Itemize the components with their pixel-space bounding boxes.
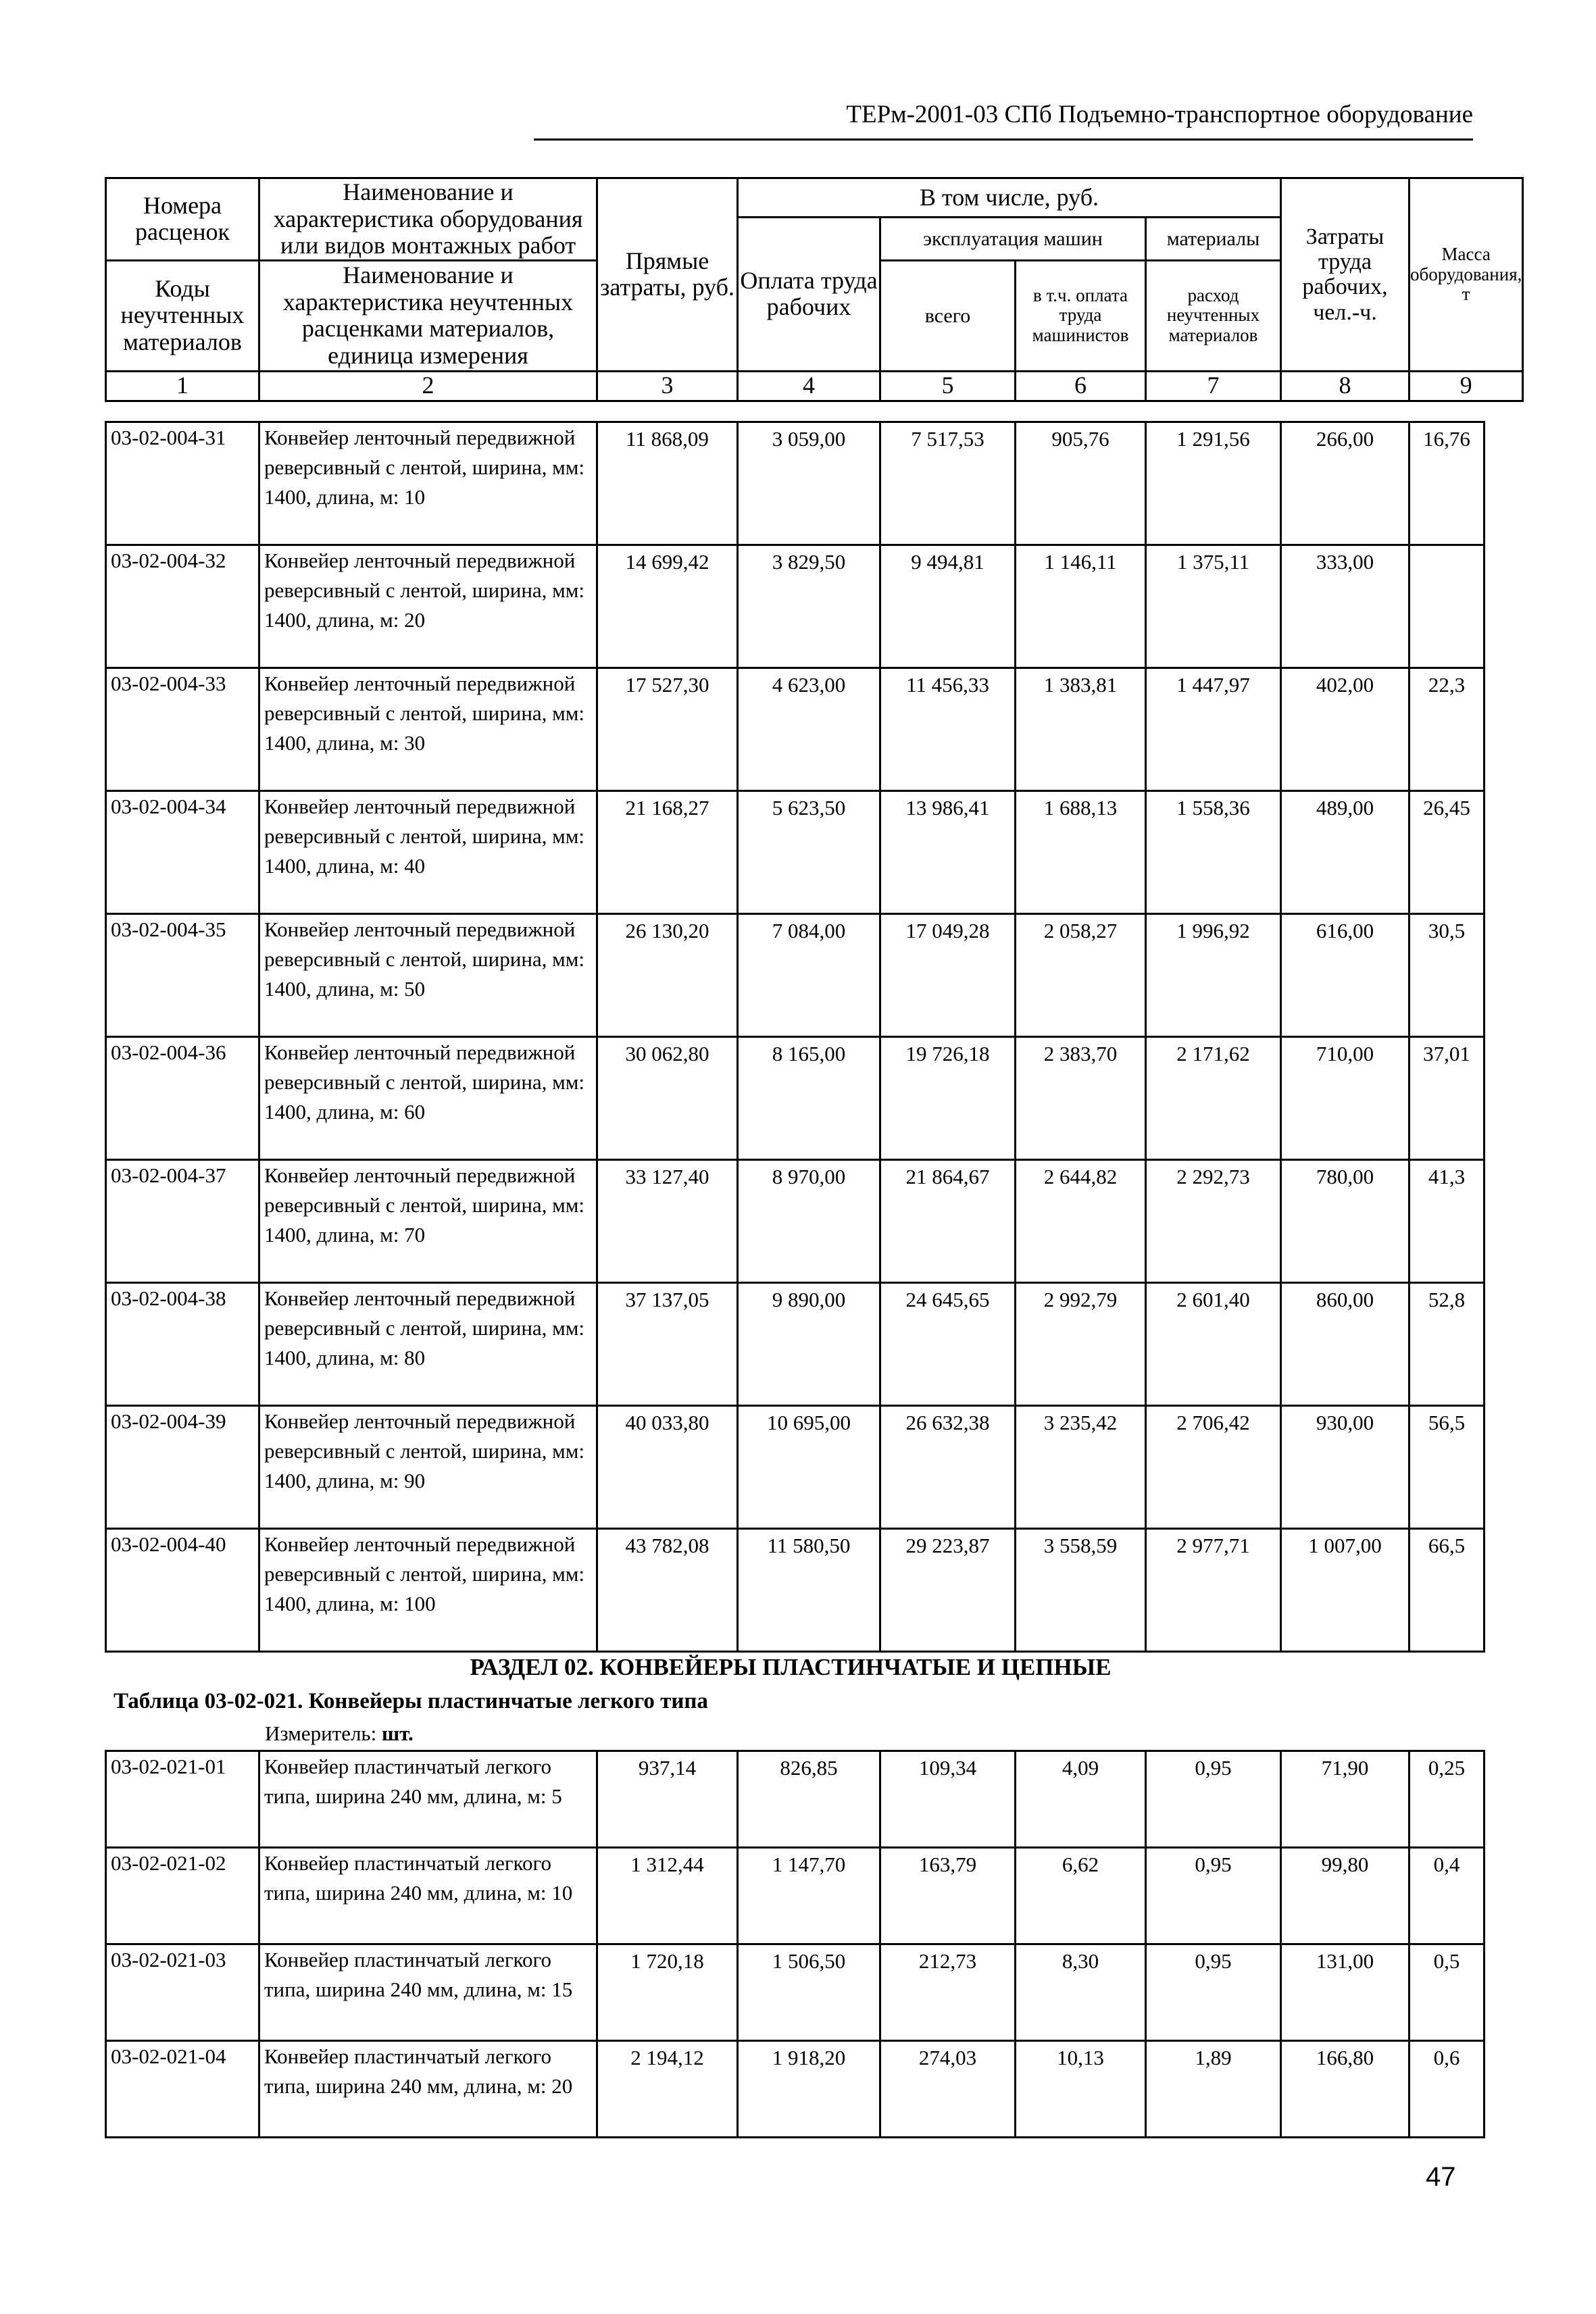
labor-hours-cell: 266,00 bbox=[1281, 422, 1410, 545]
labor-hours-cell: 99,80 bbox=[1281, 1848, 1410, 1944]
labor-hours-cell: 616,00 bbox=[1281, 914, 1410, 1037]
machine-costs-cell: 17 049,28 bbox=[880, 914, 1016, 1037]
machine-costs-cell: 11 456,33 bbox=[880, 668, 1016, 791]
column-number: 5 bbox=[880, 371, 1016, 401]
equipment-mass-cell: 52,8 bbox=[1410, 1283, 1485, 1406]
machine-costs-cell: 19 726,18 bbox=[880, 1037, 1016, 1160]
col1-bottom-header: Коды неучтенных материалов bbox=[106, 260, 259, 371]
column-number: 8 bbox=[1281, 371, 1410, 401]
rates-table-conveyors-belt bbox=[105, 421, 1485, 1653]
equipment-mass-cell bbox=[1410, 545, 1485, 668]
col2-bottom-header: Наименование и характеристика неучтенных расценками материалов, единица измерения bbox=[259, 260, 597, 371]
machine-costs-cell: 274,03 bbox=[880, 2041, 1016, 2138]
table-row bbox=[106, 2041, 1485, 2138]
table-row bbox=[106, 791, 1485, 914]
table-row bbox=[106, 545, 1485, 668]
equipment-mass-cell: 0,4 bbox=[1410, 1848, 1485, 1944]
machinist-pay-cell: 8,30 bbox=[1016, 1944, 1146, 2041]
table-row bbox=[106, 1406, 1485, 1529]
rate-code-cell: 03-02-004-34 bbox=[106, 791, 259, 914]
col3-header: Прямые затраты, руб. bbox=[597, 178, 738, 372]
meter-line bbox=[265, 1721, 414, 1746]
direct-costs-cell: 11 868,09 bbox=[597, 422, 738, 545]
materials-cell: 1 291,56 bbox=[1146, 422, 1281, 545]
equipment-mass-cell: 22,3 bbox=[1410, 668, 1485, 791]
col8-header: Затраты труда рабочих, чел.-ч. bbox=[1281, 178, 1410, 372]
materials-cell: 2 977,71 bbox=[1146, 1529, 1281, 1652]
rates-table-conveyors-plate bbox=[105, 1750, 1485, 2138]
table-row bbox=[106, 1751, 1485, 1848]
header-rule bbox=[534, 139, 1473, 141]
work-name-cell: Конвейер пластинчатый легкого типа, ширина 240 мм, длина, м: 20 bbox=[259, 2041, 597, 2138]
labor-hours-cell: 1 007,00 bbox=[1281, 1529, 1410, 1652]
direct-costs-cell: 30 062,80 bbox=[597, 1037, 738, 1160]
labor-pay-cell: 7 084,00 bbox=[738, 914, 880, 1037]
table-row bbox=[106, 668, 1485, 791]
table-row bbox=[106, 1529, 1485, 1652]
rate-code-cell: 03-02-004-35 bbox=[106, 914, 259, 1037]
table-row bbox=[106, 1848, 1485, 1944]
column-number: 2 bbox=[259, 371, 597, 401]
rate-code-cell: 03-02-021-04 bbox=[106, 2041, 259, 2138]
table-body bbox=[106, 422, 1485, 1652]
machine-costs-cell: 212,73 bbox=[880, 1944, 1016, 2041]
equipment-mass-cell: 0,6 bbox=[1410, 2041, 1485, 2138]
labor-pay-cell: 3 829,50 bbox=[738, 545, 880, 668]
materials-cell: 2 292,73 bbox=[1146, 1160, 1281, 1283]
col4-header: Оплата труда рабочих bbox=[738, 218, 880, 372]
work-name-cell: Конвейер пластинчатый легкого типа, ширина 240 мм, длина, м: 15 bbox=[259, 1944, 597, 2041]
labor-pay-cell: 826,85 bbox=[738, 1751, 880, 1848]
materials-cell: 0,95 bbox=[1146, 1848, 1281, 1944]
equipment-mass-cell: 56,5 bbox=[1410, 1406, 1485, 1529]
col5-header: всего bbox=[880, 260, 1016, 371]
column-number: 6 bbox=[1016, 371, 1146, 401]
direct-costs-cell: 37 137,05 bbox=[597, 1283, 738, 1406]
labor-hours-cell: 402,00 bbox=[1281, 668, 1410, 791]
page-number: 47 bbox=[1426, 2162, 1456, 2192]
direct-costs-cell: 43 782,08 bbox=[597, 1529, 738, 1652]
rate-code-cell: 03-02-004-33 bbox=[106, 668, 259, 791]
table-row bbox=[106, 914, 1485, 1037]
machinist-pay-cell: 6,62 bbox=[1016, 1848, 1146, 1944]
direct-costs-cell: 21 168,27 bbox=[597, 791, 738, 914]
labor-pay-cell: 8 970,00 bbox=[738, 1160, 880, 1283]
machinist-pay-cell: 3 235,42 bbox=[1016, 1406, 1146, 1529]
equipment-mass-cell: 26,45 bbox=[1410, 791, 1485, 914]
labor-pay-cell: 4 623,00 bbox=[738, 668, 880, 791]
rate-code-cell: 03-02-021-02 bbox=[106, 1848, 259, 1944]
rate-code-cell: 03-02-004-38 bbox=[106, 1283, 259, 1406]
materials-cell: 1 447,97 bbox=[1146, 668, 1281, 791]
section-title: РАЗДЕЛ 02. КОНВЕЙЕРЫ ПЛАСТИНЧАТЫЕ И ЦЕПНЫЕ bbox=[470, 1654, 1112, 1680]
direct-costs-cell: 17 527,30 bbox=[597, 668, 738, 791]
col6-header: в т.ч. оплата труда машинистов bbox=[1016, 260, 1146, 371]
labor-hours-cell: 166,80 bbox=[1281, 2041, 1410, 2138]
rate-code-cell: 03-02-004-31 bbox=[106, 422, 259, 545]
direct-costs-cell: 33 127,40 bbox=[597, 1160, 738, 1283]
work-name-cell: Конвейер ленточный передвижной реверсивный с лентой, ширина, мм: 1400, длина, м: 10 bbox=[259, 422, 597, 545]
direct-costs-cell: 40 033,80 bbox=[597, 1406, 738, 1529]
page-header-title: ТЕРм-2001-03 СПб Подъемно-транспортное оборудование bbox=[846, 101, 1473, 128]
machinist-pay-cell: 2 992,79 bbox=[1016, 1283, 1146, 1406]
direct-costs-cell: 2 194,12 bbox=[597, 2041, 738, 2138]
machine-costs-cell: 7 517,53 bbox=[880, 422, 1016, 545]
machinist-pay-cell: 905,76 bbox=[1016, 422, 1146, 545]
machinist-pay-cell: 1 146,11 bbox=[1016, 545, 1146, 668]
materials-cell: 2 601,40 bbox=[1146, 1283, 1281, 1406]
labor-pay-cell: 5 623,50 bbox=[738, 791, 880, 914]
machinist-pay-cell: 2 644,82 bbox=[1016, 1160, 1146, 1283]
materials-cell: 2 171,62 bbox=[1146, 1037, 1281, 1160]
machinist-pay-cell: 1 688,13 bbox=[1016, 791, 1146, 914]
labor-pay-cell: 1 147,70 bbox=[738, 1848, 880, 1944]
column-number: 9 bbox=[1410, 371, 1523, 401]
work-name-cell: Конвейер ленточный передвижной реверсивный с лентой, ширина, мм: 1400, длина, м: 30 bbox=[259, 668, 597, 791]
materials-group-header: материалы bbox=[1146, 218, 1281, 261]
labor-hours-cell: 780,00 bbox=[1281, 1160, 1410, 1283]
rate-code-cell: 03-02-004-40 bbox=[106, 1529, 259, 1652]
labor-pay-cell: 10 695,00 bbox=[738, 1406, 880, 1529]
labor-hours-cell: 930,00 bbox=[1281, 1406, 1410, 1529]
labor-pay-cell: 1 506,50 bbox=[738, 1944, 880, 2041]
materials-cell: 1 375,11 bbox=[1146, 545, 1281, 668]
cost-breakdown-header: В том числе, руб. bbox=[738, 178, 1281, 218]
table-title: Таблица 03-02-021. Конвейеры пластинчатые легкого типа bbox=[114, 1689, 708, 1713]
machine-costs-cell: 24 645,65 bbox=[880, 1283, 1016, 1406]
machinist-pay-cell: 4,09 bbox=[1016, 1751, 1146, 1848]
machine-costs-cell: 26 632,38 bbox=[880, 1406, 1016, 1529]
column-number: 4 bbox=[738, 371, 880, 401]
equipment-mass-cell: 0,5 bbox=[1410, 1944, 1485, 2041]
work-name-cell: Конвейер ленточный передвижной реверсивный с лентой, ширина, мм: 1400, длина, м: 20 bbox=[259, 545, 597, 668]
labor-pay-cell: 3 059,00 bbox=[738, 422, 880, 545]
machine-costs-cell: 29 223,87 bbox=[880, 1529, 1016, 1652]
labor-hours-cell: 489,00 bbox=[1281, 791, 1410, 914]
labor-pay-cell: 8 165,00 bbox=[738, 1037, 880, 1160]
direct-costs-cell: 14 699,42 bbox=[597, 545, 738, 668]
labor-hours-cell: 131,00 bbox=[1281, 1944, 1410, 2041]
labor-hours-cell: 71,90 bbox=[1281, 1751, 1410, 1848]
work-name-cell: Конвейер ленточный передвижной реверсивный с лентой, ширина, мм: 1400, длина, м: 90 bbox=[259, 1406, 597, 1529]
labor-hours-cell: 333,00 bbox=[1281, 545, 1410, 668]
rate-code-cell: 03-02-004-36 bbox=[106, 1037, 259, 1160]
column-header-table bbox=[105, 177, 1524, 402]
work-name-cell: Конвейер пластинчатый легкого типа, ширина 240 мм, длина, м: 5 bbox=[259, 1751, 597, 1848]
table-row bbox=[106, 1283, 1485, 1406]
rate-code-cell: 03-02-021-03 bbox=[106, 1944, 259, 2041]
column-number: 3 bbox=[597, 371, 738, 401]
col1-top-header: Номера расценок bbox=[106, 178, 259, 261]
table-row bbox=[106, 1037, 1485, 1160]
machine-costs-cell: 13 986,41 bbox=[880, 791, 1016, 914]
direct-costs-cell: 1 312,44 bbox=[597, 1848, 738, 1944]
equipment-mass-cell: 30,5 bbox=[1410, 914, 1485, 1037]
meter-value: шт. bbox=[381, 1721, 414, 1745]
col7-header: расход неучтенных материалов bbox=[1146, 260, 1281, 371]
equipment-mass-cell: 66,5 bbox=[1410, 1529, 1485, 1652]
materials-cell: 1 558,36 bbox=[1146, 791, 1281, 914]
rate-code-cell: 03-02-004-39 bbox=[106, 1406, 259, 1529]
machines-group-header: эксплуатация машин bbox=[880, 218, 1146, 261]
labor-pay-cell: 1 918,20 bbox=[738, 2041, 880, 2138]
machine-costs-cell: 21 864,67 bbox=[880, 1160, 1016, 1283]
materials-cell: 1 996,92 bbox=[1146, 914, 1281, 1037]
materials-cell: 2 706,42 bbox=[1146, 1406, 1281, 1529]
work-name-cell: Конвейер пластинчатый легкого типа, ширина 240 мм, длина, м: 10 bbox=[259, 1848, 597, 1944]
meter-label: Измеритель: bbox=[265, 1721, 377, 1745]
direct-costs-cell: 26 130,20 bbox=[597, 914, 738, 1037]
equipment-mass-cell: 37,01 bbox=[1410, 1037, 1485, 1160]
table-row bbox=[106, 1160, 1485, 1283]
machine-costs-cell: 109,34 bbox=[880, 1751, 1016, 1848]
materials-cell: 0,95 bbox=[1146, 1944, 1281, 2041]
table-row bbox=[106, 1944, 1485, 2041]
col9-header: Масса оборудования, т bbox=[1410, 178, 1523, 372]
equipment-mass-cell: 41,3 bbox=[1410, 1160, 1485, 1283]
machinist-pay-cell: 10,13 bbox=[1016, 2041, 1146, 2138]
table-body bbox=[106, 1751, 1485, 2138]
work-name-cell: Конвейер ленточный передвижной реверсивный с лентой, ширина, мм: 1400, длина, м: 80 bbox=[259, 1283, 597, 1406]
work-name-cell: Конвейер ленточный передвижной реверсивный с лентой, ширина, мм: 1400, длина, м: 60 bbox=[259, 1037, 597, 1160]
machine-costs-cell: 9 494,81 bbox=[880, 545, 1016, 668]
equipment-mass-cell: 16,76 bbox=[1410, 422, 1485, 545]
work-name-cell: Конвейер ленточный передвижной реверсивный с лентой, ширина, мм: 1400, длина, м: 40 bbox=[259, 791, 597, 914]
column-number: 7 bbox=[1146, 371, 1281, 401]
direct-costs-cell: 1 720,18 bbox=[597, 1944, 738, 2041]
work-name-cell: Конвейер ленточный передвижной реверсивный с лентой, ширина, мм: 1400, длина, м: 50 bbox=[259, 914, 597, 1037]
machine-costs-cell: 163,79 bbox=[880, 1848, 1016, 1944]
work-name-cell: Конвейер ленточный передвижной реверсивный с лентой, ширина, мм: 1400, длина, м: 70 bbox=[259, 1160, 597, 1283]
machinist-pay-cell: 1 383,81 bbox=[1016, 668, 1146, 791]
col2-top-header: Наименование и характеристика оборудования или видов монтажных работ bbox=[259, 178, 597, 261]
column-number: 1 bbox=[106, 371, 259, 401]
table-row bbox=[106, 422, 1485, 545]
materials-cell: 0,95 bbox=[1146, 1751, 1281, 1848]
machinist-pay-cell: 2 383,70 bbox=[1016, 1037, 1146, 1160]
labor-pay-cell: 9 890,00 bbox=[738, 1283, 880, 1406]
equipment-mass-cell: 0,25 bbox=[1410, 1751, 1485, 1848]
machinist-pay-cell: 3 558,59 bbox=[1016, 1529, 1146, 1652]
work-name-cell: Конвейер ленточный передвижной реверсивный с лентой, ширина, мм: 1400, длина, м: 100 bbox=[259, 1529, 597, 1652]
machinist-pay-cell: 2 058,27 bbox=[1016, 914, 1146, 1037]
labor-pay-cell: 11 580,50 bbox=[738, 1529, 880, 1652]
rate-code-cell: 03-02-004-32 bbox=[106, 545, 259, 668]
labor-hours-cell: 710,00 bbox=[1281, 1037, 1410, 1160]
direct-costs-cell: 937,14 bbox=[597, 1751, 738, 1848]
materials-cell: 1,89 bbox=[1146, 2041, 1281, 2138]
labor-hours-cell: 860,00 bbox=[1281, 1283, 1410, 1406]
rate-code-cell: 03-02-021-01 bbox=[106, 1751, 259, 1848]
rate-code-cell: 03-02-004-37 bbox=[106, 1160, 259, 1283]
